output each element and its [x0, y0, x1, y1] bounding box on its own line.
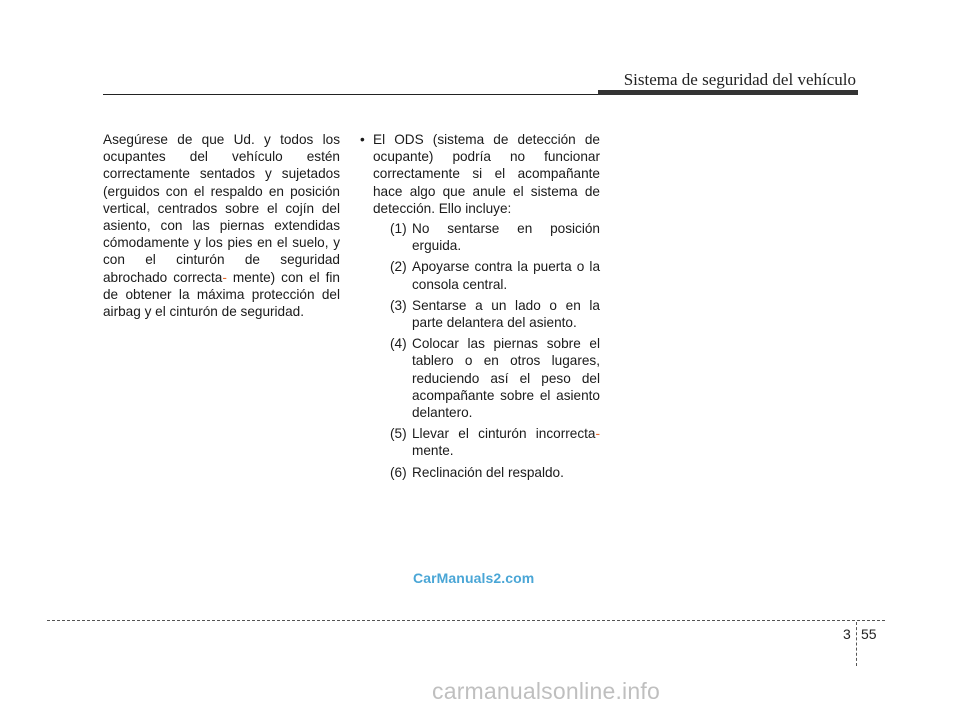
seating-paragraph — [103, 131, 340, 320]
hyphen-mark: - — [222, 269, 227, 285]
header-accent-bar — [598, 90, 858, 95]
list-item-label: (2) — [390, 259, 407, 275]
seating-paragraph-main: Asegúrese de que Ud. y todos los ocupantes del vehículo estén correctamente sentados y sujetados (erguidos con el respaldo en posición vertical, centrados sobre el cojín del asiento, con las piernas extendidas cómodamente y los pies en el suelo, y con el cinturón de seguridad abrochado correcta — [103, 132, 340, 285]
list-item-text-main: Llevar el cinturón incorrecta — [412, 426, 596, 442]
seating-paragraph-end: mente) con el fin de obtener la máxima protección del airbag y el cinturón de seguridad. — [103, 269, 340, 320]
hyphen-mark: - — [595, 426, 600, 442]
list-item — [373, 220, 600, 254]
list-item — [373, 297, 600, 331]
watermark-carmanuals2: CarManuals2.com — [413, 570, 535, 586]
list-item-text: Reclinación del respaldo. — [412, 464, 564, 480]
condition-list — [373, 220, 600, 481]
section-title: Sistema de seguridad del vehículo — [623, 70, 856, 89]
chapter-number: 3 — [843, 626, 851, 642]
right-column — [357, 131, 600, 485]
list-item-text — [412, 425, 600, 459]
watermark-carmanualsonline: carmanualsonline.info — [432, 678, 660, 704]
bullet-icon: • — [360, 132, 365, 147]
page-number: 55 — [861, 626, 877, 642]
left-column — [103, 131, 340, 320]
list-item-label: (6) — [390, 464, 407, 480]
list-item-text: Sentarse a un lado o en la parte delantera del asiento. — [412, 297, 600, 331]
page-number-divider — [856, 622, 857, 666]
list-item-text: Colocar las piernas sobre el tablero o en otros lugares, reduciendo así el peso del acompañante sobre el asiento delantero. — [412, 336, 600, 421]
list-item — [373, 425, 600, 459]
ods-bullet — [357, 131, 600, 481]
footer-rule — [47, 620, 885, 621]
list-item — [373, 258, 600, 292]
list-item — [373, 464, 600, 481]
list-item-text: Apoyarse contra la puerta o la consola central. — [412, 259, 600, 292]
list-item-label: (4) — [390, 336, 407, 352]
list-item-text: No sentarse en posición erguida. — [412, 221, 600, 254]
list-item-label: (3) — [390, 297, 407, 313]
list-item-text-end: mente. — [412, 443, 454, 459]
list-item-label: (5) — [390, 426, 407, 442]
ods-intro: El ODS (sistema de detección de ocupante) podría no funcionar correctamente si el acompañante hace algo que anule el sistema de detección. Ello incluye: — [373, 132, 600, 216]
list-item-label: (1) — [390, 221, 407, 237]
list-item — [373, 335, 600, 421]
